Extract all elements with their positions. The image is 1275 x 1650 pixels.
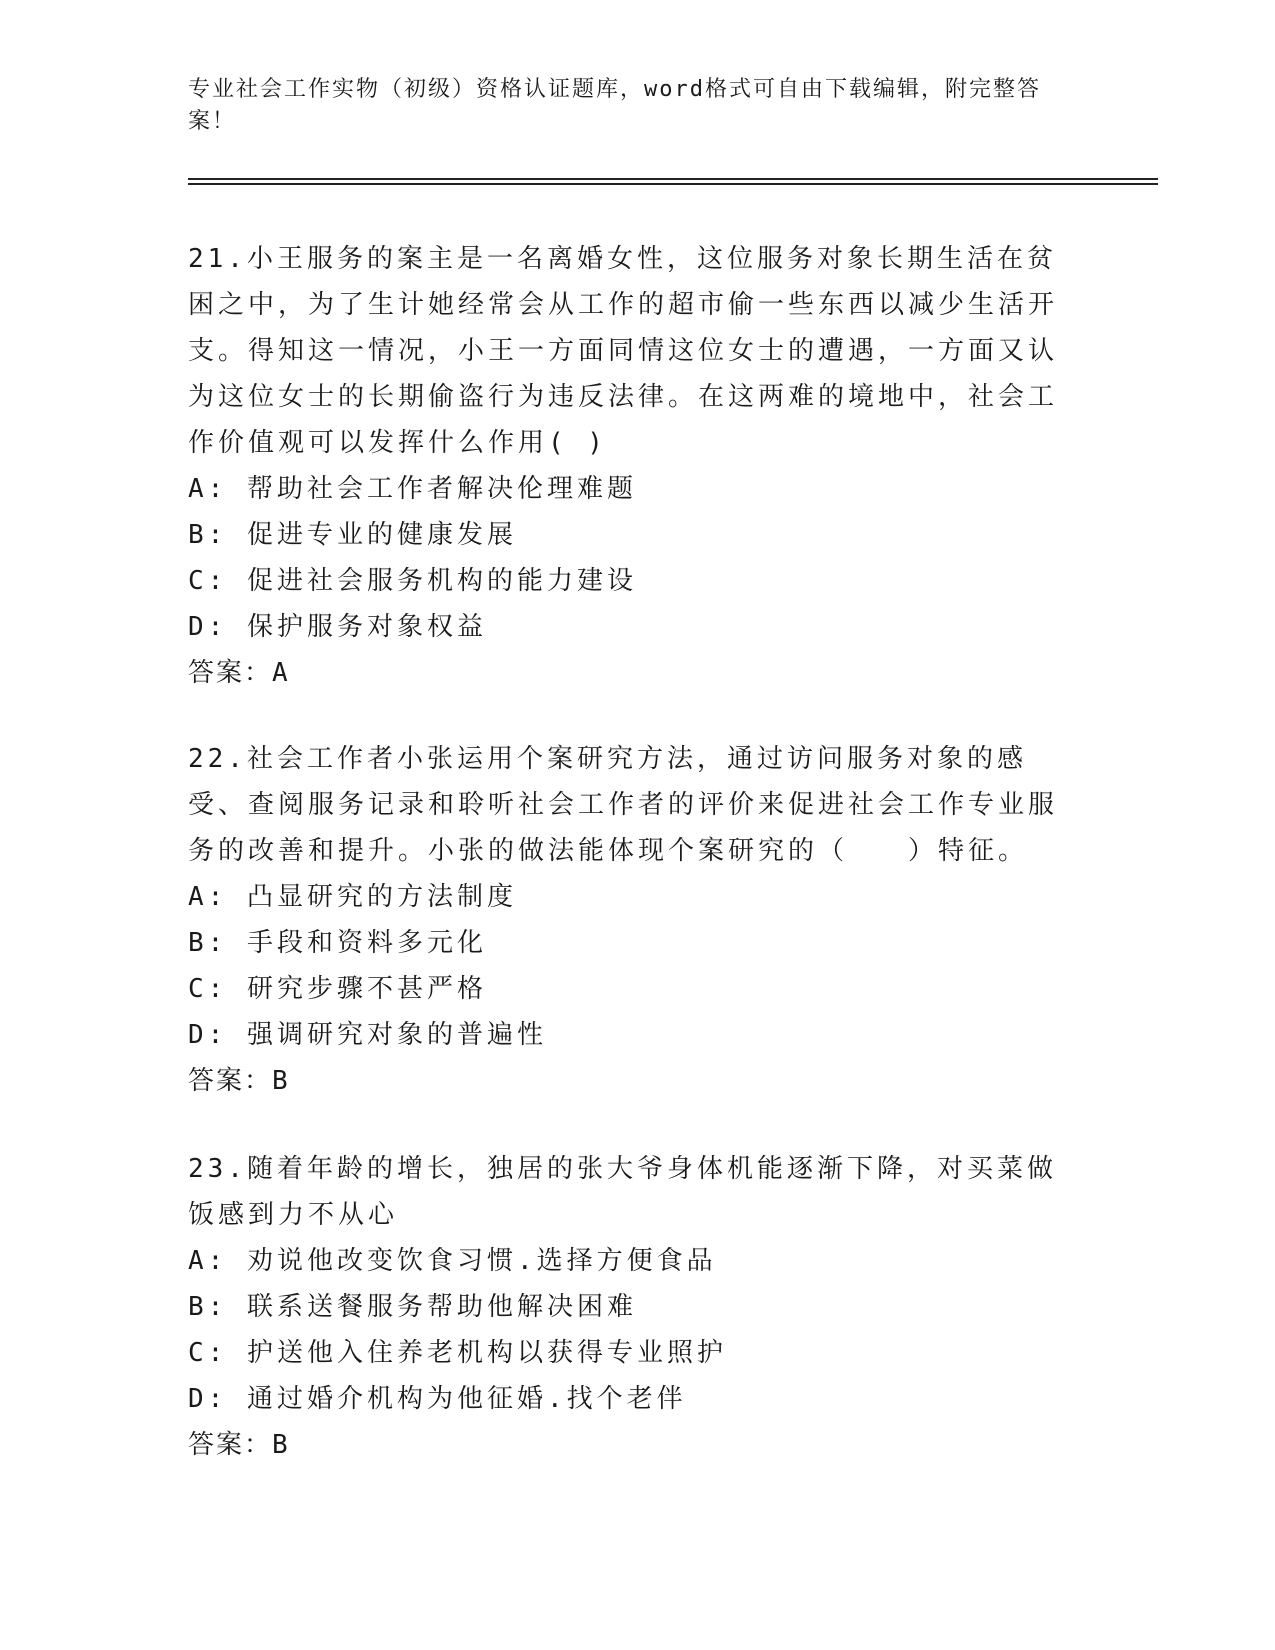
option-d: D: 强调研究对象的普遍性 (188, 1020, 547, 1050)
option-a: A: 帮助社会工作者解决伦理难题 (188, 474, 637, 504)
option-a: A: 劝说他改变饮食习惯.选择方便食品 (188, 1246, 717, 1276)
option-a: A: 凸显研究的方法制度 (188, 882, 517, 912)
question-21 (188, 236, 1078, 696)
header-divider-bottom (188, 183, 1158, 185)
option-d: D: 通过婚介机构为他征婚.找个老伴 (188, 1384, 687, 1414)
question-stem: 21.小王服务的案主是一名离婚女性，这位服务对象长期生活在贫困之中，为了生计她经常会从工作的超市偷一些东西以减少生活开支。得知这一情况，小王一方面同情这位女士的遭遇，一方面又认为这位女士的长期偷盗行为违反法律。在这两难的境地中，社会工作价值观可以发挥什么作用( ) (188, 244, 1059, 458)
option-c: C: 护送他入住养老机构以获得专业照护 (188, 1338, 727, 1368)
question-23 (188, 1146, 1078, 1468)
answer: 答案：B (188, 1066, 290, 1096)
answer: 答案：B (188, 1430, 290, 1460)
option-d: D: 保护服务对象权益 (188, 612, 487, 642)
option-c: C: 研究步骤不甚严格 (188, 974, 487, 1004)
answer: 答案：A (188, 658, 290, 688)
option-b: B: 手段和资料多元化 (188, 928, 487, 958)
option-b: B: 促进专业的健康发展 (188, 520, 517, 550)
header-divider-top (188, 178, 1158, 180)
question-22 (188, 736, 1078, 1104)
question-stem: 22.社会工作者小张运用个案研究方法，通过访问服务对象的感受、查阅服务记录和聆听社会工作者的评价来促进社会工作专业服务的改善和提升。小张的做法能体现个案研究的（ ）特征。 (188, 744, 1059, 866)
option-b: B: 联系送餐服务帮助他解决困难 (188, 1292, 637, 1322)
question-stem: 23.随着年龄的增长，独居的张大爷身体机能逐渐下降，对买菜做饭感到力不从心 (188, 1154, 1057, 1230)
document-header: 专业社会工作实物（初级）资格认证题库，word格式可自由下载编辑，附完整答案！ (188, 77, 1041, 134)
option-c: C: 促进社会服务机构的能力建设 (188, 566, 637, 596)
